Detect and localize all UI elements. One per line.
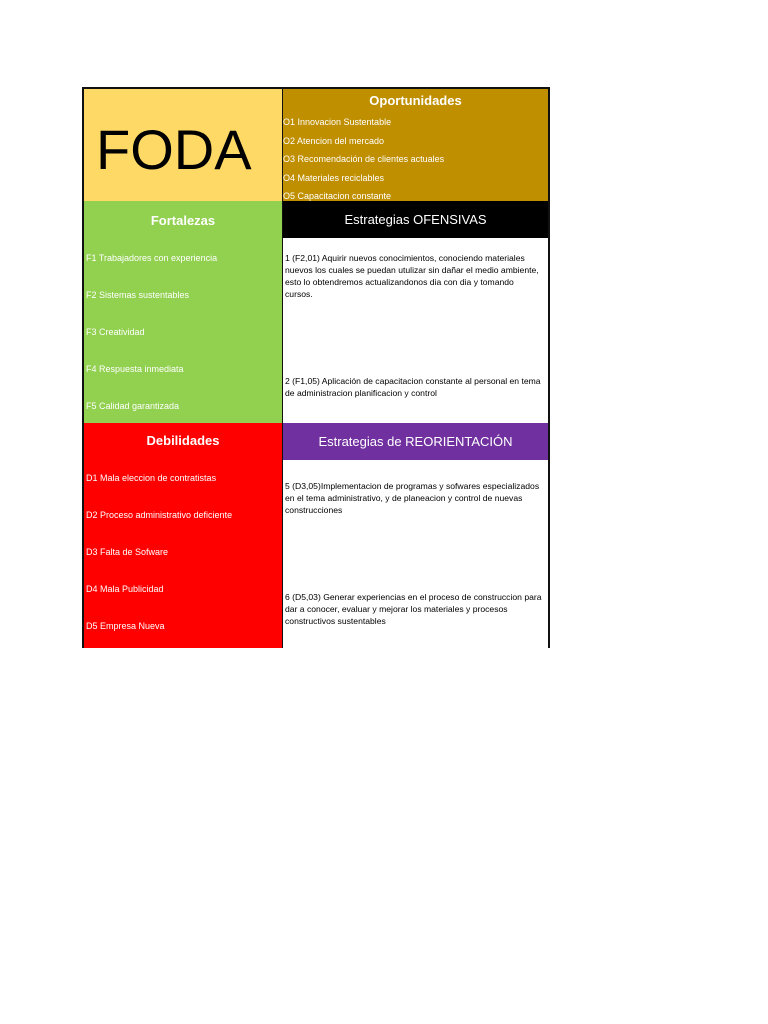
reorientacion-header-cell — [282, 423, 548, 460]
fortaleza-item: F3 Creatividad — [86, 327, 145, 337]
reorientacion-header: Estrategias de REORIENTACIÓN — [318, 434, 513, 449]
reorientacion-cell — [282, 460, 548, 648]
oportunidad-item: O3 Recomendación de clientes actuales — [283, 154, 445, 164]
foda-title-cell — [84, 89, 282, 201]
oportunidades-list — [283, 113, 548, 201]
oportunidad-item: O5 Capacitacion constante — [283, 191, 392, 201]
reorientacion-strategy: 6 (D5,03) Generar experiencias en el proceso de construccion para dar a conocer, evaluar y mejorar los materiales y procesos constructivos sustentables — [285, 592, 542, 626]
debilidades-cell — [84, 423, 282, 648]
debilidades-list — [86, 471, 232, 648]
oportunidad-item: O2 Atencion del mercado — [283, 135, 385, 146]
ofensivas-header-cell — [282, 201, 548, 238]
fortaleza-item: F1 Trabajadores con experiencia — [86, 253, 218, 263]
oportunidad-item: O1 Innovacion Sustentable — [283, 117, 392, 127]
fortaleza-item: F2 Sistemas sustentables — [86, 290, 190, 300]
debilidad-item: D2 Proceso administrativo deficiente — [86, 510, 233, 520]
oportunidades-header: Oportunidades — [369, 93, 462, 108]
debilidad-item: D3 Falta de Sofware — [86, 547, 169, 557]
fortaleza-item: F4 Respuesta inmediata — [86, 364, 184, 374]
debilidad-item: D1 Mala eleccion de contratistas — [86, 473, 217, 483]
oportunidad-item: O4 Materiales reciclables — [283, 172, 385, 183]
foda-table — [82, 87, 550, 648]
oportunidades-cell — [282, 89, 548, 201]
ofensiva-strategy: 1 (F2,01) Aquirir nuevos conocimientos, conociendo materiales nuevos los cuales se puedan utulizar sin dañar el medio ambiente, esto lo obtendremos actualizandonos dia con dia y tomando cursos. — [285, 253, 539, 299]
reorientacion-strategy: 5 (D3,05)Implementacion de programas y sofwares especializados en el tema administrativo, y de planeacion y control de nuevas construcciones — [285, 481, 540, 515]
debilidades-header: Debilidades — [146, 433, 220, 448]
fortalezas-header: Fortalezas — [150, 213, 216, 228]
fortalezas-cell — [84, 201, 282, 423]
fortaleza-item: F5 Calidad garantizada — [86, 401, 180, 411]
fortalezas-list — [86, 251, 217, 423]
foda-title: FODA — [96, 118, 252, 181]
ofensiva-strategy: 2 (F1,05) Aplicación de capacitacion constante al personal en tema de administracion planificacion y control — [285, 376, 541, 398]
ofensivas-cell — [282, 238, 548, 423]
ofensivas-header: Estrategias OFENSIVAS — [344, 212, 487, 227]
debilidad-item: D5 Empresa Nueva — [86, 621, 165, 631]
debilidad-item: D4 Mala Publicidad — [86, 584, 164, 594]
